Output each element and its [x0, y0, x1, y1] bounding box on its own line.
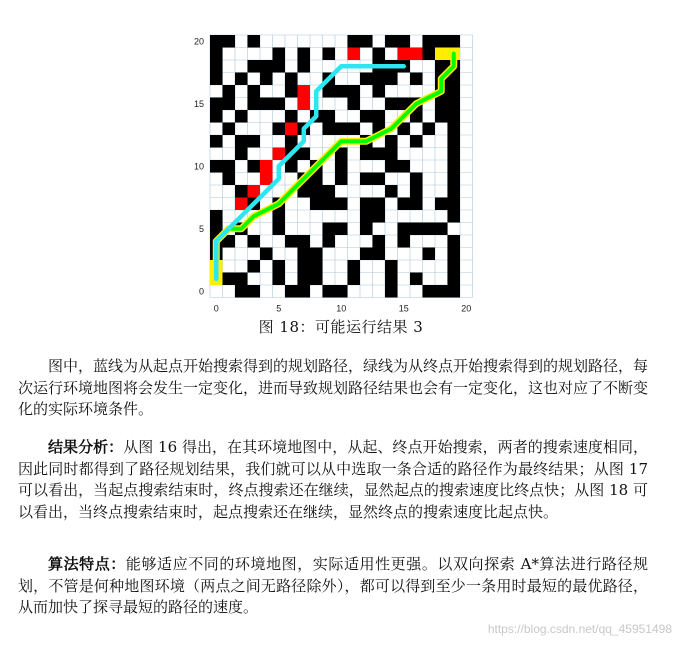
obstacle-cell: [273, 60, 286, 73]
obstacle-cell: [235, 148, 248, 161]
obstacle-cell: [273, 123, 286, 136]
obstacle-cell: [335, 285, 348, 298]
obstacle-cell: [323, 223, 336, 236]
obstacle-cell: [410, 273, 423, 286]
obstacle-cell: [248, 35, 261, 48]
obstacle-cell: [385, 160, 398, 173]
explored-cell-red: [298, 98, 311, 111]
obstacle-cell: [448, 148, 461, 161]
obstacle-cell: [373, 235, 386, 248]
obstacle-cell: [310, 185, 323, 198]
obstacle-cell: [210, 110, 223, 123]
paragraph-results-analysis: [18, 437, 648, 523]
obstacle-cell: [298, 285, 311, 298]
obstacle-cell: [335, 173, 348, 186]
results-analysis-text: 从图 16 得出，在其环境地图中，从起、终点开始搜索，两者的搜索速度相同，因此同时都得到了路径规划结果，我们就可以从中选取一条合适的路径作为最终结果；从图 17 可以看出，当起点搜索结束时，终点搜索还在继续，显然起点的搜索速度比终点快；从图 18 可以看出，当终点搜索结束时，起点搜索还在继续，显然终点的搜索速度比起点快。: [18, 438, 648, 521]
obstacle-cell: [285, 285, 298, 298]
obstacle-cell: [210, 48, 223, 61]
obstacle-cell: [235, 110, 248, 123]
obstacle-cell: [448, 248, 461, 261]
obstacle-cell: [285, 73, 298, 86]
explored-cell-red: [348, 48, 361, 61]
obstacle-cell: [360, 248, 373, 261]
obstacle-cell: [323, 285, 336, 298]
explored-cell-red: [273, 148, 286, 161]
obstacle-cell: [285, 110, 298, 123]
obstacle-cell: [235, 185, 248, 198]
obstacle-cell: [448, 185, 461, 198]
obstacle-cell: [323, 85, 336, 98]
obstacle-cell: [248, 85, 261, 98]
explored-cell-red: [285, 123, 298, 136]
explored-cell-red: [248, 185, 261, 198]
obstacle-cell: [435, 98, 448, 111]
explored-cell-red: [260, 173, 273, 186]
y-tick-label: 15: [193, 98, 204, 109]
obstacle-cell: [235, 273, 248, 286]
obstacle-cell: [285, 85, 298, 98]
obstacle-cell: [448, 260, 461, 273]
obstacle-cell: [348, 260, 361, 273]
paragraph-description: 图中，蓝线为从起点开始搜索得到的规划路径，绿线为从终点开始搜索得到的规划路径，每次运行环境地图将会发生一定变化，进而导致规划路径结果也会有一定变化，这也对应了不断变化的实际环境条件。: [18, 357, 649, 418]
obstacle-cell: [348, 35, 361, 48]
x-tick-label: 5: [276, 303, 282, 314]
obstacle-cell: [248, 260, 261, 273]
obstacle-cell: [248, 98, 261, 111]
obstacle-cell: [398, 160, 411, 173]
obstacle-cell: [448, 123, 461, 136]
obstacle-cell: [448, 285, 461, 298]
obstacle-cell: [335, 223, 348, 236]
obstacle-cell: [448, 160, 461, 173]
obstacle-cell: [385, 135, 398, 148]
obstacle-cell: [223, 98, 236, 111]
obstacle-cell: [360, 198, 373, 211]
obstacle-cell: [435, 285, 448, 298]
obstacle-cell: [373, 210, 386, 223]
obstacle-cell: [298, 60, 311, 73]
obstacle-cell: [210, 98, 223, 111]
obstacle-cell: [260, 98, 273, 111]
algorithm-features-text: 能够适应不同的环境地图，实际适用性更强。以双向探索 A*算法进行路径规划，不管是何种地图环境（两点之间无路径除外），都可以得到至少一条用时最短的最优路径，从而加快了探寻最短的路径的速度。: [18, 555, 648, 616]
obstacle-cell: [385, 73, 398, 86]
obstacle-cell: [235, 285, 248, 298]
paragraph-algorithm-features: [18, 554, 648, 619]
obstacle-cell: [273, 260, 286, 273]
obstacle-cell: [448, 110, 461, 123]
obstacle-cell: [348, 123, 361, 136]
y-tick-label: 0: [198, 286, 204, 297]
obstacle-cell: [398, 235, 411, 248]
obstacle-cell: [248, 160, 261, 173]
obstacle-cell: [210, 35, 223, 48]
figure-caption: 图 18：可能运行结果 3: [258, 318, 424, 336]
obstacle-cell: [373, 85, 386, 98]
obstacle-cell: [210, 135, 223, 148]
obstacle-cell: [310, 273, 323, 286]
y-tick-label: 20: [193, 36, 204, 47]
obstacle-cell: [398, 198, 411, 211]
obstacle-cell: [285, 160, 298, 173]
obstacle-cell: [273, 210, 286, 223]
obstacle-cell: [385, 148, 398, 161]
obstacle-cell: [273, 48, 286, 61]
obstacle-cell: [223, 273, 236, 286]
obstacle-cell: [323, 110, 336, 123]
obstacle-cell: [335, 160, 348, 173]
obstacle-cell: [373, 198, 386, 211]
obstacle-cell: [360, 73, 373, 86]
obstacle-cell: [298, 248, 311, 261]
obstacle-cell: [298, 260, 311, 273]
obstacle-cell: [248, 285, 261, 298]
obstacle-cell: [423, 48, 436, 61]
obstacle-cell: [410, 173, 423, 186]
obstacle-cell: [373, 73, 386, 86]
obstacle-cell: [385, 273, 398, 286]
obstacle-cell: [248, 135, 261, 148]
obstacle-cell: [235, 135, 248, 148]
obstacle-cell: [260, 60, 273, 73]
obstacle-cell: [435, 198, 448, 211]
x-tick-label: 10: [336, 303, 347, 314]
explored-cell-red: [260, 160, 273, 173]
obstacle-cell: [260, 248, 273, 261]
obstacle-cell: [360, 110, 373, 123]
obstacle-cell: [273, 273, 286, 286]
obstacle-cell: [298, 48, 311, 61]
y-tick-label: 5: [198, 223, 204, 234]
obstacle-cell: [323, 235, 336, 248]
obstacle-cell: [435, 223, 448, 236]
explored-cell-red: [235, 198, 248, 211]
obstacle-cell: [435, 35, 448, 48]
obstacle-cell: [335, 123, 348, 136]
obstacle-cell: [348, 98, 361, 111]
obstacle-cell: [448, 35, 461, 48]
obstacle-cell: [373, 148, 386, 161]
explored-cell-red: [298, 85, 311, 98]
x-tick-label: 20: [461, 303, 472, 314]
obstacle-cell: [373, 110, 386, 123]
obstacle-cell: [423, 223, 436, 236]
obstacle-cell: [385, 98, 398, 111]
obstacle-cell: [235, 73, 248, 86]
obstacle-cell: [260, 73, 273, 86]
obstacle-cell: [410, 185, 423, 198]
obstacle-cell: [310, 260, 323, 273]
obstacle-cell: [398, 35, 411, 48]
obstacle-cell: [373, 173, 386, 186]
obstacle-cell: [410, 223, 423, 236]
obstacle-cell: [448, 235, 461, 248]
obstacle-cell: [210, 210, 223, 223]
obstacle-cell: [223, 123, 236, 136]
obstacle-cell: [323, 198, 336, 211]
obstacle-cell: [223, 173, 236, 186]
x-tick-label: 15: [398, 303, 409, 314]
obstacle-cell: [360, 210, 373, 223]
obstacle-cell: [373, 248, 386, 261]
obstacle-cell: [360, 173, 373, 186]
obstacle-cell: [248, 60, 261, 73]
obstacle-cell: [298, 148, 311, 161]
obstacle-cell: [373, 48, 386, 61]
obstacle-cell: [335, 85, 348, 98]
obstacle-cell: [448, 273, 461, 286]
algorithm-features-label: 算法特点：: [48, 555, 126, 573]
path-planning-figure: [180, 30, 480, 314]
obstacle-cell: [348, 273, 361, 286]
obstacle-cell: [298, 235, 311, 248]
explored-cell-yellow: [435, 48, 448, 61]
watermark: https://blog.csdn.net/qq_45951498: [487, 622, 672, 636]
obstacle-cell: [248, 235, 261, 248]
obstacle-cell: [410, 198, 423, 211]
obstacle-cell: [448, 85, 461, 98]
obstacle-cell: [310, 198, 323, 211]
obstacle-cell: [423, 35, 436, 48]
obstacle-cell: [335, 198, 348, 211]
obstacle-cell: [410, 135, 423, 148]
obstacle-cell: [410, 73, 423, 86]
obstacle-cell: [360, 148, 373, 161]
obstacle-cell: [323, 123, 336, 136]
obstacle-cell: [360, 35, 373, 48]
obstacle-cell: [448, 98, 461, 111]
obstacle-cell: [448, 198, 461, 211]
obstacle-cell: [323, 48, 336, 61]
obstacle-cell: [210, 160, 223, 173]
obstacle-cell: [385, 185, 398, 198]
explored-cell-red: [410, 48, 423, 61]
y-tick-label: 10: [193, 161, 204, 172]
obstacle-cell: [423, 123, 436, 136]
x-tick-label: 0: [213, 303, 219, 314]
obstacle-cell: [210, 60, 223, 73]
results-analysis-label: 结果分析：: [48, 438, 124, 456]
obstacle-cell: [273, 98, 286, 111]
obstacle-cell: [285, 135, 298, 148]
obstacle-cell: [360, 223, 373, 236]
obstacle-cell: [385, 35, 398, 48]
obstacle-cell: [435, 110, 448, 123]
obstacle-cell: [385, 285, 398, 298]
obstacle-cell: [448, 135, 461, 148]
obstacle-cell: [448, 210, 461, 223]
obstacle-cell: [298, 273, 311, 286]
obstacle-cell: [348, 85, 361, 98]
obstacle-cell: [423, 285, 436, 298]
obstacle-cell: [223, 35, 236, 48]
obstacle-cell: [398, 223, 411, 236]
obstacle-cell: [448, 173, 461, 186]
obstacle-cell: [423, 248, 436, 261]
obstacle-cell: [285, 235, 298, 248]
obstacle-cell: [210, 73, 223, 86]
obstacle-cell: [323, 185, 336, 198]
obstacle-cell: [385, 260, 398, 273]
obstacle-cell: [223, 85, 236, 98]
explored-cell-red: [398, 48, 411, 61]
obstacle-cell: [310, 248, 323, 261]
obstacle-cell: [273, 223, 286, 236]
obstacle-cell: [223, 160, 236, 173]
